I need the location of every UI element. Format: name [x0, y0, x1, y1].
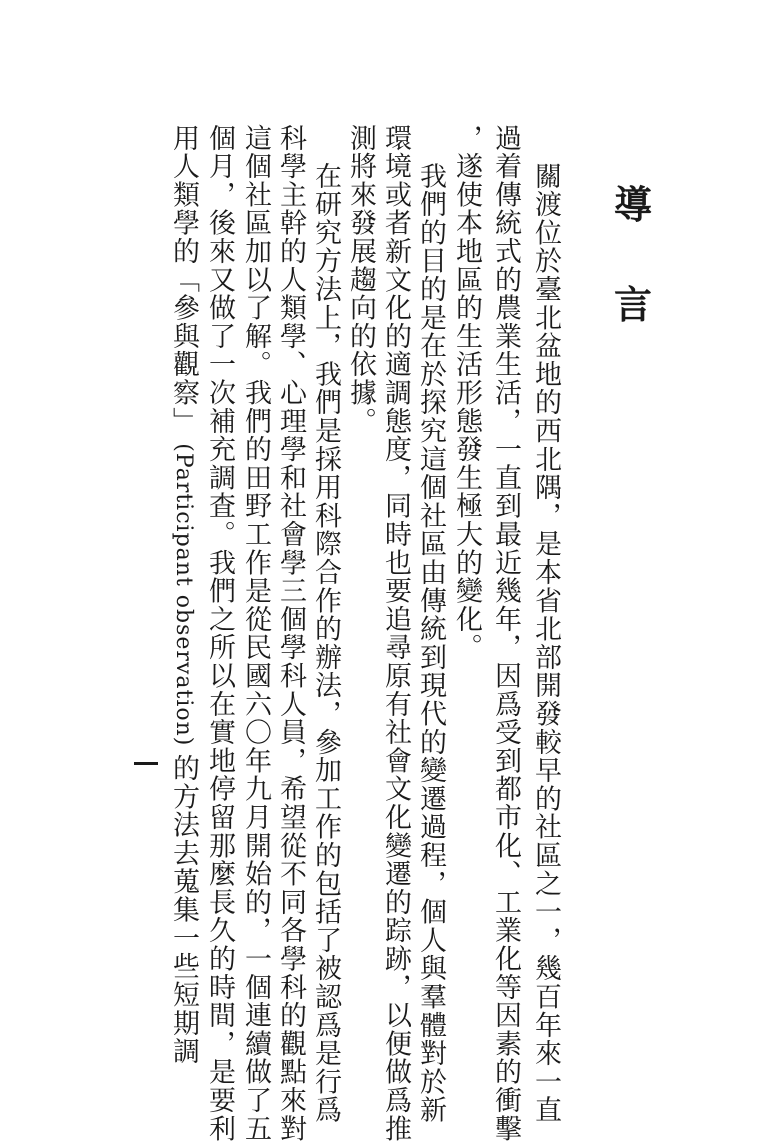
text-column-11-after: 的方法去蒐集一些短期調 — [168, 754, 199, 1066]
page-number-mark — [134, 762, 158, 765]
title-char-2: 言 — [614, 282, 653, 327]
text-column-11 — [165, 124, 201, 1066]
title-char-1: 導 — [614, 182, 653, 227]
text-column-6: 測將來發展趨向的依據。 — [345, 124, 376, 436]
text-column-2: 過着傳統式的農業生活，一直到最近幾年，因爲受到都市化、工業化等因素的衝擊 — [490, 124, 521, 1143]
text-column-3: ，遂使本地區的生活形態發生極大的變化。 — [451, 124, 482, 662]
text-column-8: 科學主幹的人類學、心理學和社會學三個學科人員，希望從不同各學科的觀點來對 — [275, 124, 306, 1143]
text-column-4: 我們的目的是在於探究這個社區由傳統到現代的變遷過程，個人與羣體對於新 — [415, 162, 446, 1125]
text-column-5: 環境或者新文化的適調態度，同時也要追尋原有社會文化變遷的踪跡，以便做爲推 — [380, 124, 411, 1143]
text-column-11-before: 用人類學的「參與觀察」 — [168, 124, 199, 436]
text-column-10: 個月，後來又做了一次補充調査。我們之所以在實地停留那麼長久的時間，是要利 — [204, 124, 235, 1143]
text-column-9: 這個社區加以了解。我們的田野工作是從民國六〇年九月開始的，一個連續做了五 — [240, 124, 271, 1143]
text-column-1: 關渡位於臺北盆地的西北隅，是本省北部開發較早的社區之一，幾百年來一直 — [530, 162, 561, 1125]
text-column-11-latin: (Participant observation) — [171, 435, 196, 755]
text-column-7: 在研究方法上，我們是採用科際合作的辦法，參加工作的包括了被認爲是行爲 — [310, 162, 341, 1125]
